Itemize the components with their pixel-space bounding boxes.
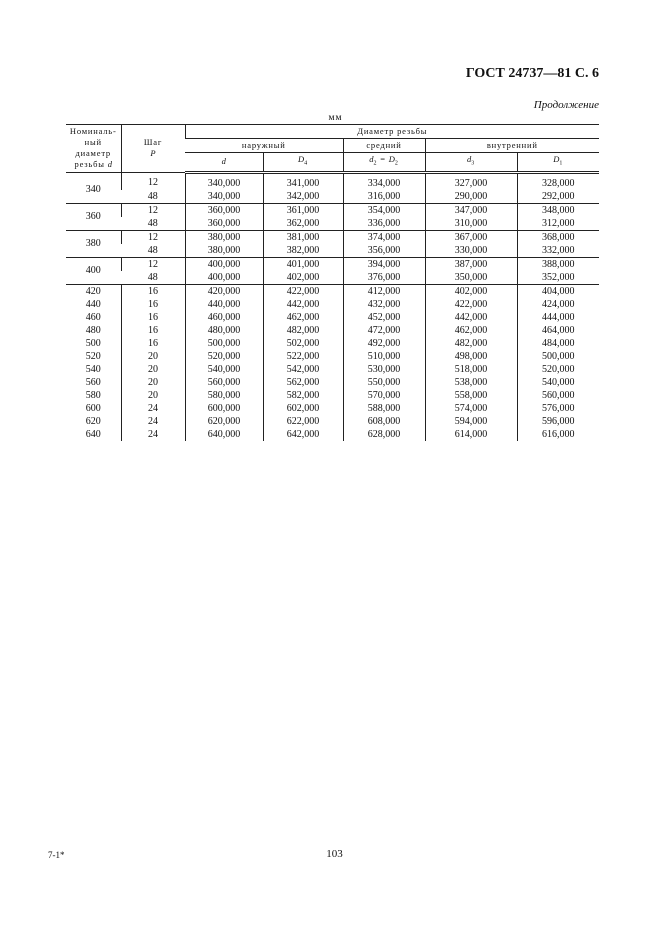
- cell-d2: 336,000: [343, 217, 425, 231]
- cell-D4: 362,000: [263, 217, 343, 231]
- cell-d2: 412,000: [343, 284, 425, 298]
- cell-p: 20: [121, 350, 185, 363]
- table-row: [66, 203, 599, 217]
- cell-D1: 368,000: [517, 230, 599, 244]
- cell-nominal-diameter: 620: [85, 415, 101, 427]
- cell-d2: 334,000: [343, 172, 425, 190]
- cell-d2: 530,000: [343, 363, 425, 376]
- cell-D1: 560,000: [517, 389, 599, 402]
- cell-nominal-diameter: 460: [85, 311, 101, 323]
- cell-p: 12: [121, 203, 185, 217]
- cell-D4: 502,000: [263, 337, 343, 350]
- cell-d2: 374,000: [343, 230, 425, 244]
- cell-p: 48: [121, 190, 185, 204]
- cell-D4: 562,000: [263, 376, 343, 389]
- header-diameter-group: Диаметр резьбы: [185, 125, 599, 139]
- cell-p: 16: [121, 298, 185, 311]
- table-row: [66, 271, 599, 285]
- cell-d: 600,000: [185, 402, 263, 415]
- cell-D4: 422,000: [263, 284, 343, 298]
- table-row: [66, 172, 599, 190]
- cell-nominal-diameter: 400: [66, 257, 121, 284]
- cell-d2: 432,000: [343, 298, 425, 311]
- table-row: [66, 311, 599, 324]
- cell-D1: 596,000: [517, 415, 599, 428]
- col-header-d: d: [185, 153, 263, 173]
- table-row: [66, 402, 599, 415]
- cell-d3: 574,000: [425, 402, 517, 415]
- continuation-label: Продолжение: [533, 99, 599, 111]
- table-row: [66, 257, 599, 271]
- units-label: мм: [328, 113, 343, 123]
- table-row: [66, 337, 599, 350]
- cell-D1: 444,000: [517, 311, 599, 324]
- cell-d3: 327,000: [425, 172, 517, 190]
- cell-d: 500,000: [185, 337, 263, 350]
- cell-d3: 422,000: [425, 298, 517, 311]
- cell-nominal-diameter: 540: [85, 363, 101, 375]
- cell-D1: 520,000: [517, 363, 599, 376]
- table-row: [66, 428, 599, 441]
- cell-d: 400,000: [185, 257, 263, 271]
- cell-nominal-diameter: 560: [85, 376, 101, 388]
- cell-p: 48: [121, 217, 185, 231]
- table-row: [66, 350, 599, 363]
- cell-D1: 388,000: [517, 257, 599, 271]
- cell-d: 560,000: [185, 376, 263, 389]
- cell-D4: 522,000: [263, 350, 343, 363]
- header-inner: внутренний: [425, 139, 599, 153]
- cell-d3: 594,000: [425, 415, 517, 428]
- cell-d2: 608,000: [343, 415, 425, 428]
- cell-p: 12: [121, 230, 185, 244]
- cell-D4: 582,000: [263, 389, 343, 402]
- cell-p: 12: [121, 257, 185, 271]
- header-nominal-diameter: Номиналь- ный диаметр резьбы d: [66, 125, 121, 173]
- table-row: [66, 298, 599, 311]
- cell-d3: 310,000: [425, 217, 517, 231]
- cell-D1: 424,000: [517, 298, 599, 311]
- cell-D4: 381,000: [263, 230, 343, 244]
- thread-dimensions-table: [66, 124, 599, 441]
- cell-d: 540,000: [185, 363, 263, 376]
- cell-D1: 464,000: [517, 324, 599, 337]
- cell-D4: 342,000: [263, 190, 343, 204]
- cell-d3: 367,000: [425, 230, 517, 244]
- cell-d3: 347,000: [425, 203, 517, 217]
- table-row: [66, 284, 599, 298]
- cell-d: 340,000: [185, 172, 263, 190]
- page-number: 103: [326, 848, 343, 860]
- cell-d2: 570,000: [343, 389, 425, 402]
- cell-p: 24: [121, 415, 185, 428]
- cell-d2: 354,000: [343, 203, 425, 217]
- cell-d: 340,000: [185, 190, 263, 204]
- cell-d3: 462,000: [425, 324, 517, 337]
- cell-d2: 510,000: [343, 350, 425, 363]
- cell-d: 380,000: [185, 244, 263, 258]
- table-row: [66, 190, 599, 204]
- cell-p: 16: [121, 311, 185, 324]
- cell-nominal-diameter: 340: [66, 172, 121, 203]
- col-header-d3: $d_3$: [425, 153, 517, 173]
- header-outer: наружный: [185, 139, 343, 153]
- cell-D4: 482,000: [263, 324, 343, 337]
- cell-D1: 312,000: [517, 217, 599, 231]
- cell-d2: 376,000: [343, 271, 425, 285]
- cell-nominal-diameter: 380: [66, 230, 121, 257]
- cell-d: 400,000: [185, 271, 263, 285]
- header-middle: средний: [343, 139, 425, 153]
- cell-p: 20: [121, 376, 185, 389]
- cell-D4: 401,000: [263, 257, 343, 271]
- cell-nominal-diameter: 500: [85, 337, 101, 349]
- cell-p: 24: [121, 402, 185, 415]
- table-row: [66, 415, 599, 428]
- cell-d: 360,000: [185, 217, 263, 231]
- cell-d3: 558,000: [425, 389, 517, 402]
- cell-p: 20: [121, 363, 185, 376]
- cell-d2: 492,000: [343, 337, 425, 350]
- cell-d: 380,000: [185, 230, 263, 244]
- table-row: [66, 389, 599, 402]
- cell-d2: 356,000: [343, 244, 425, 258]
- cell-d3: 614,000: [425, 428, 517, 441]
- cell-d: 480,000: [185, 324, 263, 337]
- cell-D1: 404,000: [517, 284, 599, 298]
- table-row: [66, 324, 599, 337]
- cell-D1: 540,000: [517, 376, 599, 389]
- page-header-title: ГОСТ 24737—81 С. 6: [465, 66, 599, 81]
- col-header-D4: $D_4$: [263, 153, 343, 173]
- cell-p: 16: [121, 324, 185, 337]
- cell-nominal-diameter: 420: [85, 285, 101, 297]
- cell-d: 460,000: [185, 311, 263, 324]
- cell-D1: 292,000: [517, 190, 599, 204]
- table-row: [66, 244, 599, 258]
- cell-nominal-diameter: 360: [66, 203, 121, 230]
- cell-d3: 538,000: [425, 376, 517, 389]
- cell-D4: 622,000: [263, 415, 343, 428]
- cell-d: 640,000: [185, 428, 263, 441]
- col-header-D1: $D_1$: [517, 153, 599, 173]
- cell-D1: 576,000: [517, 402, 599, 415]
- cell-d3: 518,000: [425, 363, 517, 376]
- cell-D4: 361,000: [263, 203, 343, 217]
- cell-D4: 341,000: [263, 172, 343, 190]
- cell-p: 48: [121, 244, 185, 258]
- cell-p: 20: [121, 389, 185, 402]
- cell-d2: 550,000: [343, 376, 425, 389]
- cell-d: 520,000: [185, 350, 263, 363]
- col-header-d2-D2: $d_2 = D_2$: [343, 153, 425, 173]
- table-row: [66, 376, 599, 389]
- cell-d3: 290,000: [425, 190, 517, 204]
- cell-d2: 588,000: [343, 402, 425, 415]
- cell-p: 24: [121, 428, 185, 441]
- cell-D1: 616,000: [517, 428, 599, 441]
- table-body: [66, 172, 599, 441]
- cell-D4: 462,000: [263, 311, 343, 324]
- cell-d: 420,000: [185, 284, 263, 298]
- cell-d3: 330,000: [425, 244, 517, 258]
- cell-D1: 352,000: [517, 271, 599, 285]
- cell-nominal-diameter: 580: [85, 389, 101, 401]
- cell-d3: 402,000: [425, 284, 517, 298]
- cell-nominal-diameter: 480: [85, 324, 101, 336]
- table-row: [66, 230, 599, 244]
- cell-d3: 482,000: [425, 337, 517, 350]
- cell-d2: 628,000: [343, 428, 425, 441]
- cell-D1: 328,000: [517, 172, 599, 190]
- cell-p: 48: [121, 271, 185, 285]
- cell-d3: 387,000: [425, 257, 517, 271]
- cell-p: 16: [121, 284, 185, 298]
- cell-d: 620,000: [185, 415, 263, 428]
- cell-nominal-diameter: 600: [85, 402, 101, 414]
- cell-d2: 316,000: [343, 190, 425, 204]
- cell-p: 16: [121, 337, 185, 350]
- cell-d: 440,000: [185, 298, 263, 311]
- cell-nominal-diameter: 520: [85, 350, 101, 362]
- cell-D4: 382,000: [263, 244, 343, 258]
- cell-D1: 484,000: [517, 337, 599, 350]
- cell-d: 360,000: [185, 203, 263, 217]
- cell-p: 12: [121, 172, 185, 190]
- cell-D4: 402,000: [263, 271, 343, 285]
- header-pitch: Шаг P: [121, 125, 185, 173]
- cell-D4: 442,000: [263, 298, 343, 311]
- footer-code: 7-1*: [48, 850, 65, 860]
- cell-D1: 500,000: [517, 350, 599, 363]
- cell-D4: 642,000: [263, 428, 343, 441]
- cell-nominal-diameter: 640: [85, 428, 101, 440]
- cell-d: 580,000: [185, 389, 263, 402]
- cell-d2: 452,000: [343, 311, 425, 324]
- cell-d2: 472,000: [343, 324, 425, 337]
- cell-d3: 350,000: [425, 271, 517, 285]
- cell-D1: 332,000: [517, 244, 599, 258]
- table-row: [66, 363, 599, 376]
- table-row: [66, 217, 599, 231]
- cell-d3: 498,000: [425, 350, 517, 363]
- cell-d3: 442,000: [425, 311, 517, 324]
- cell-D4: 602,000: [263, 402, 343, 415]
- cell-D4: 542,000: [263, 363, 343, 376]
- cell-nominal-diameter: 440: [85, 298, 101, 310]
- cell-d2: 394,000: [343, 257, 425, 271]
- cell-D1: 348,000: [517, 203, 599, 217]
